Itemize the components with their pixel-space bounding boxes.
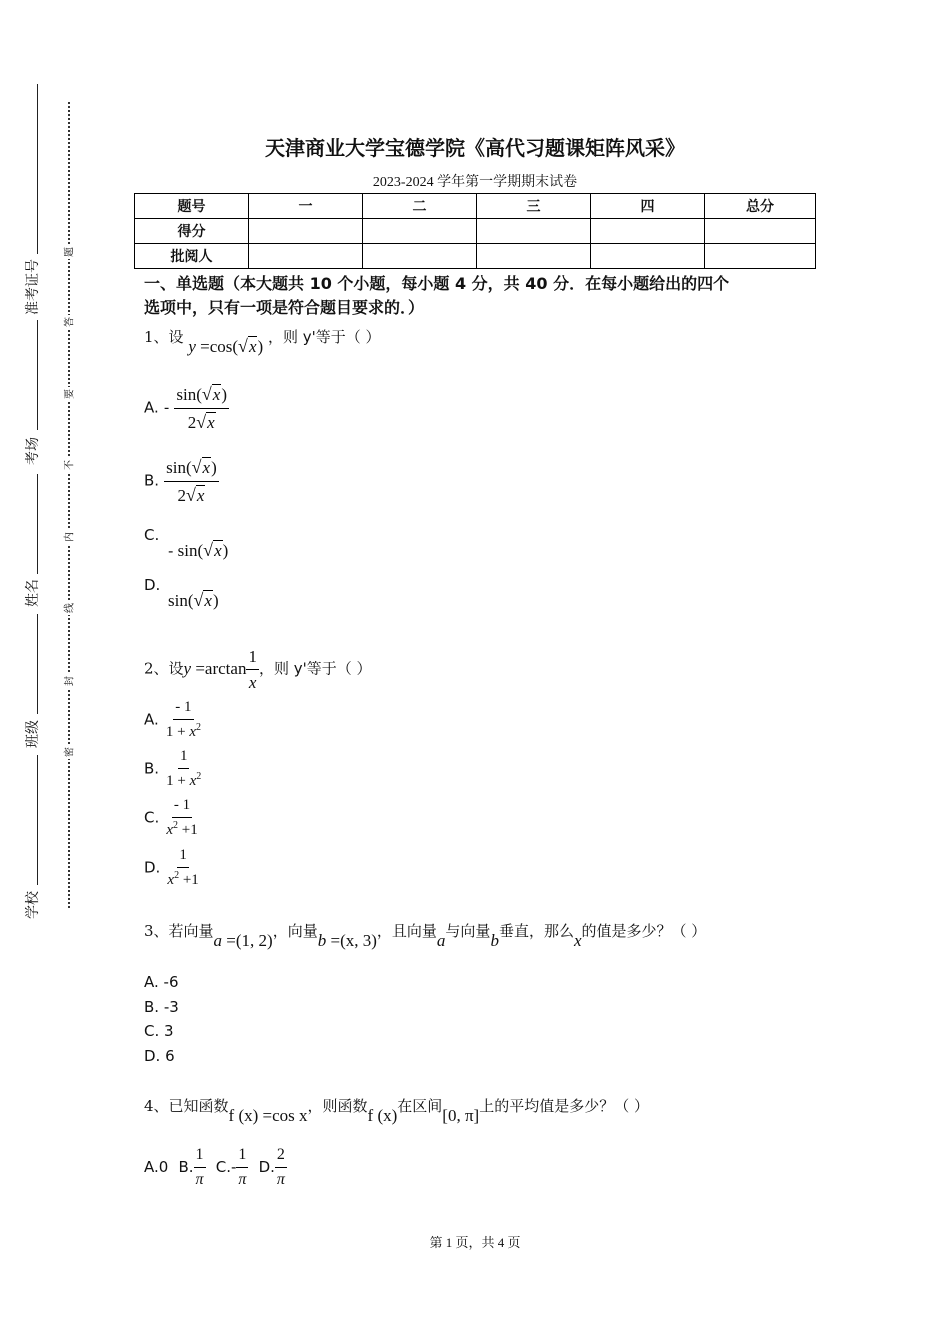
option-c[interactable]: C. 3: [144, 1022, 174, 1040]
column-header: 总分: [705, 194, 816, 219]
score-cell[interactable]: [249, 219, 363, 244]
option-a[interactable]: A. -6: [144, 973, 179, 991]
seal-word: 答: [61, 315, 76, 329]
grader-cell[interactable]: [591, 244, 705, 269]
seal-word: 封: [61, 674, 76, 688]
function-formula: f (x) =cos x: [228, 1106, 308, 1125]
binding-line: [37, 320, 38, 430]
interval-formula: [0, π]: [442, 1106, 480, 1125]
seal-word: 题: [61, 245, 76, 259]
column-header: 一: [249, 194, 363, 219]
question-3: 3、若向量a =(1, 2)，向量b =(x, 3)，且向量a与向量b垂直，那么x的值是多少？（ ）: [144, 922, 707, 950]
option-formula: $\frac{\sin(√x)}{2√x}$: [176, 384, 227, 432]
question-formula: y =cos(√x): [188, 336, 264, 356]
option-formula: $\frac{1}{x^2 +1}$: [167, 847, 199, 888]
option-formula: sin(√x): [168, 590, 219, 610]
question-suffix: ，则 y'等于（ ）: [267, 328, 381, 346]
exam-subtitle: 2023-2024 学年第一学期期末试卷: [372, 175, 578, 190]
row-header: 题号: [135, 194, 249, 219]
section-heading-line: 一、单选题（本大题共 10 个小题，每小题 4 分，共 40 分．在每小题给出的四个: [144, 274, 730, 293]
option-a[interactable]: A. $\frac{- 1}{1 + x^2}$: [144, 699, 201, 740]
binding-line: [37, 84, 38, 254]
question-suffix: ，则 y'等于（ ）: [258, 659, 372, 678]
seal-word: 密: [61, 745, 76, 759]
table-row: [135, 219, 816, 244]
option-a[interactable]: A. - $\frac{\sin(√x)}{2√x}$: [144, 384, 227, 432]
question-prefix: 2、设: [144, 659, 184, 678]
score-cell[interactable]: [477, 219, 591, 244]
vector-a: a: [436, 931, 446, 950]
option-formula: $\frac{1}{1 + x^2}$: [166, 748, 202, 789]
column-header: 四: [591, 194, 705, 219]
grader-cell[interactable]: [363, 244, 477, 269]
option-d[interactable]: D. 6: [144, 1046, 175, 1065]
option-b[interactable]: B. -3: [144, 997, 179, 1016]
grader-cell[interactable]: [705, 244, 816, 269]
vector-a: a =(1, 2): [213, 931, 273, 950]
score-cell[interactable]: [363, 219, 477, 244]
question-1: [144, 326, 381, 356]
page-number: 第 1 页，共 4 页: [429, 1235, 521, 1250]
table-row: [135, 194, 816, 219]
binding-line: [37, 474, 38, 574]
question-2: [144, 646, 372, 694]
question-prefix: 1、设: [144, 328, 184, 346]
grader-cell[interactable]: [249, 244, 363, 269]
row-header: 批阅人: [135, 244, 249, 269]
section-heading-line: 选项中，只有一项是符合题目要求的．）: [144, 298, 425, 317]
table-row: [135, 244, 816, 269]
school-label: 学校: [25, 891, 41, 919]
name-label: 姓名: [25, 579, 41, 607]
question-4: 4、已知函数f (x) =cos x，则函数f (x)在区间[0, π]上的平均值是多少？（ ）: [144, 1097, 649, 1125]
option-list: [144, 970, 179, 1068]
question-formula: y =arctan $\frac{1}{x}$: [183, 647, 257, 693]
seal-dotted-line: [68, 102, 70, 908]
binding-line: [37, 755, 38, 885]
option-c[interactable]: C. - sin(√x): [144, 526, 229, 560]
section-heading: [144, 272, 729, 320]
seal-word: 线: [61, 601, 76, 615]
exam-room-label: 考场: [25, 437, 41, 465]
vector-b: b: [490, 931, 499, 950]
function-formula: f (x): [367, 1106, 398, 1125]
option-c[interactable]: C. $\frac{- 1}{x^2 +1}$: [144, 797, 198, 838]
option-a[interactable]: A.0: [144, 1158, 169, 1176]
option-d[interactable]: D. $\frac{1}{x^2 +1}$: [144, 847, 199, 888]
q4-options: [144, 1145, 287, 1190]
option-b[interactable]: B. $\frac{1}{1 + x^2}$: [144, 748, 202, 789]
option-formula: $\frac{\sin(√x)}{2√x}$: [166, 457, 217, 505]
score-table: [134, 193, 816, 269]
binding-line: [37, 614, 38, 714]
class-label: 班级: [25, 720, 41, 748]
option-formula: - sin(√x): [168, 540, 229, 560]
row-header: 得分: [135, 219, 249, 244]
page-title: 天津商业大学宝德学院《高代习题课矩阵风采》: [265, 136, 685, 160]
score-cell[interactable]: [591, 219, 705, 244]
vector-b: b =(x, 3): [317, 931, 377, 950]
option-b[interactable]: B. $\frac{1}{\pi}$: [178, 1146, 204, 1188]
option-c[interactable]: C.- $\frac{1}{\pi}$: [215, 1146, 247, 1188]
seal-word: 要: [61, 387, 76, 401]
option-b[interactable]: B. $\frac{\sin(√x)}{2√x}$: [144, 457, 217, 505]
variable-x: x: [573, 931, 582, 950]
option-formula: $\frac{- 1}{x^2 +1}$: [166, 797, 198, 838]
option-d[interactable]: D. $\frac{2}{\pi}$: [258, 1146, 285, 1188]
seal-word: 不: [61, 458, 76, 472]
option-formula: $\frac{- 1}{1 + x^2}$: [165, 699, 201, 740]
seal-word: 内: [61, 530, 76, 544]
exam-number-label: 准考证号: [25, 259, 41, 315]
column-header: 二: [363, 194, 477, 219]
score-cell[interactable]: [705, 219, 816, 244]
column-header: 三: [477, 194, 591, 219]
option-d[interactable]: D. sin(√x): [144, 576, 219, 610]
grader-cell[interactable]: [477, 244, 591, 269]
